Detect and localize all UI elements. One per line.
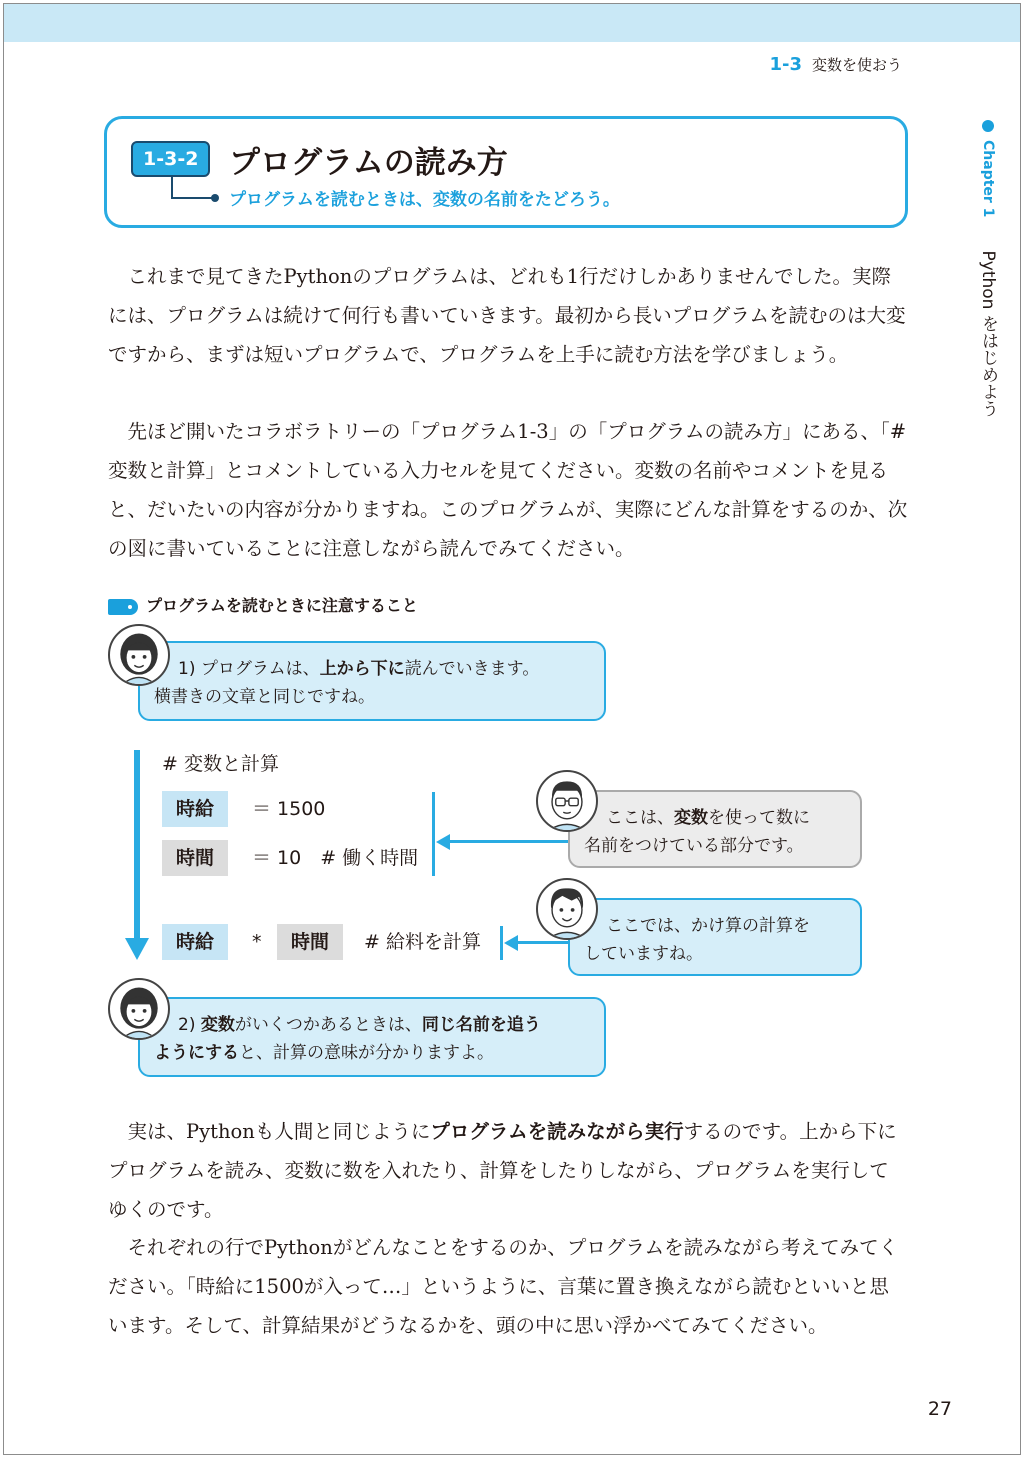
code-operator: * (252, 931, 262, 953)
flow-arrow-line (134, 750, 140, 940)
bracket-calc (500, 926, 503, 960)
bubble4-pre: 2) (178, 1015, 201, 1035)
section-heading-box (104, 116, 908, 228)
paragraph-3-bold: プログラムを読みながら実行 (430, 1120, 684, 1143)
bubble1-post: 読んでいきます。 (404, 659, 540, 679)
bubble1-bold: 上から下に (319, 659, 405, 679)
paragraph-3-c: するのです。上から下にプログラムを読み、変数に数を入れたり、計算をしたりしながら、プログラムを実行してゆくのです。 (108, 1120, 897, 1221)
code-comment: # 変数と計算 (162, 753, 279, 775)
side-tab-text (974, 140, 1002, 417)
chapter-label: Chapter 1 (980, 140, 996, 218)
connector-line (171, 177, 215, 199)
figure-caption (108, 593, 418, 616)
page-number: 27 (927, 1398, 952, 1420)
top-band (4, 4, 1020, 42)
bubble4-line1 (178, 1011, 590, 1039)
paragraph-4: それぞれの行でPythonがどんなことをするのか、プログラムを読みながら考えてみてください。「時給に1500が入って…」というように、言葉に置き換えながら読むといいと思います。そして、計算結果がどうなるかを、頭の中に思い浮かべてみてください。 (108, 1236, 899, 1337)
code-line3-comment: # 給料を計算 (364, 931, 481, 953)
paragraph-3 (108, 1112, 908, 1229)
woman-avatar-icon (108, 624, 170, 686)
man-avatar-icon (536, 878, 598, 940)
paragraph-2: 先ほど開いたコラボラトリーの「プログラム1-3」の「プログラムの読み方」にある、「# 変数と計算」とコメントしている入力セルを見てください。変数の名前やコメントを見ると、だいたいの内容が分かりますね。このプログラムが、実際にどんな計算をするのか、次の図に書いていることに注意しながら読んでみてください。 (108, 420, 908, 560)
figure-tag-icon (108, 599, 138, 615)
running-head-number: 1-3 (769, 54, 802, 75)
bubble2-pre: ここは、 (606, 808, 674, 828)
bracket-vars (432, 792, 435, 876)
figure-caption-text: プログラムを読むときに注意すること (146, 596, 418, 615)
bubble1-line2: 横書きの文章と同じですね。 (154, 687, 375, 707)
flow-arrow-down-icon (125, 938, 149, 960)
woman-avatar-icon (108, 978, 170, 1040)
var-hours-calc: 時間 (277, 924, 343, 960)
bubble-follow-names (138, 997, 606, 1077)
bubble2-line1 (606, 804, 846, 832)
bubble-naming-numbers (568, 790, 862, 868)
arrow-left-icon (504, 935, 518, 951)
arrow-line-calc (516, 941, 570, 944)
bubble1-line1 (178, 655, 590, 683)
bubble1-pre: 1) プログラムは、 (178, 659, 320, 679)
bubble-read-top-down (138, 641, 606, 721)
bubble4-line2 (154, 1039, 590, 1067)
bubble4-bold2: 同じ名前を追う (421, 1015, 541, 1035)
bubble4-post: と、計算の意味が分かりますよ。 (239, 1043, 494, 1063)
bubble3-line2: していますね。 (584, 944, 703, 964)
man-glasses-avatar-icon (536, 770, 598, 832)
running-head (769, 54, 902, 75)
paragraph-1: これまで見てきたPythonのプログラムは、どれも1行だけしかありませんでした。実際には、プログラムは続けて何行も書いていきます。最初から長いプログラムを読むのは大変ですから、まずは短いプログラムで、プログラムを上手に読む方法を学びましょう。 (108, 265, 906, 366)
bubble2-line2: 名前をつけている部分です。 (584, 836, 804, 856)
var-wage-calc: 時給 (162, 924, 228, 960)
section-title: プログラムの読み方 (229, 145, 508, 181)
code-line2-rest: ＝ 10 # 働く時間 (252, 847, 419, 869)
connector-dot (211, 194, 219, 202)
paragraph-3-a: 実は、Pythonも人間と同じように (127, 1120, 431, 1143)
var-hours: 時間 (162, 840, 228, 876)
arrow-line-vars (448, 840, 568, 843)
section-subtitle: プログラムを読むときは、変数の名前をたどろう。 (229, 190, 620, 210)
bubble4-bold1: 変数 (200, 1015, 235, 1035)
code-line1-rest: ＝ 1500 (252, 798, 326, 820)
bubble4-mid: がいくつかあるときは、 (234, 1015, 422, 1035)
bubble4-bold3: ようにする (154, 1043, 239, 1063)
chapter-side-tab (970, 116, 1010, 436)
var-wage: 時給 (162, 791, 228, 827)
bubble-multiplication (568, 898, 862, 976)
bubble3-line1: ここでは、かけ算の計算を (606, 916, 810, 936)
chapter-title: Python をはじめよう (978, 250, 998, 417)
bubble2-post: を使って数に (708, 808, 810, 828)
page (3, 3, 1021, 1455)
section-number: 1-3-2 (131, 141, 210, 177)
bullet-icon (982, 120, 994, 132)
arrow-left-icon (436, 834, 450, 850)
bubble2-bold: 変数 (674, 808, 708, 828)
running-head-title: 変数を使おう (811, 56, 902, 74)
